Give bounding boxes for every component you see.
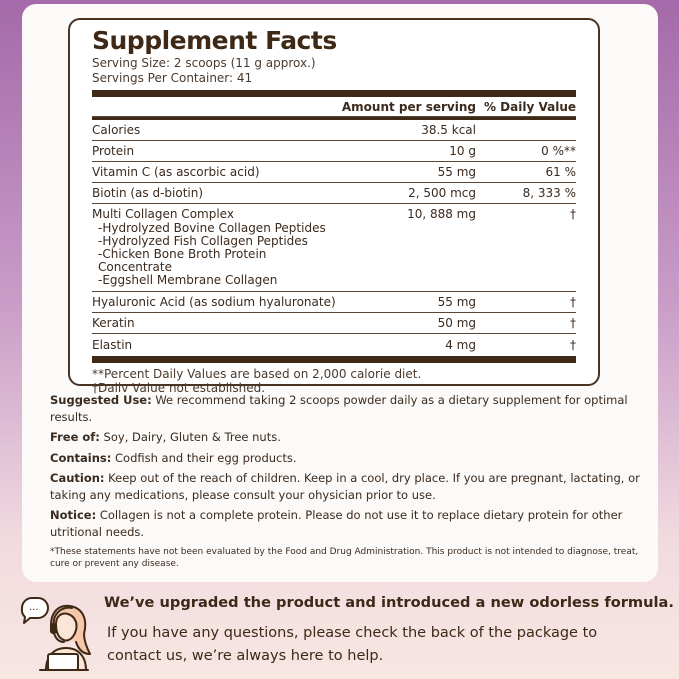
table-header (92, 97, 576, 117)
suggested-use-label: Suggested Use: (50, 393, 152, 407)
support-banner (0, 582, 679, 679)
supplement-facts-panel (68, 18, 600, 395)
blend-item: -Hydrolyzed Bovine Collagen Peptides (98, 221, 326, 235)
table-row (92, 141, 576, 162)
banner-text: If you have any questions, please check the back of the package to contact us, we’re always here to help. (107, 625, 598, 664)
row-amount: 55 mg (437, 295, 476, 309)
row-name: Hyaluronic Acid (as sodium hyaluronate) (92, 295, 336, 309)
row-dv: 8, 333 % (522, 186, 576, 200)
free-of-text: Soy, Dairy, Gluten & Tree nuts. (99, 430, 281, 444)
footnote-dagger: †Dailv Value not established. (92, 381, 266, 395)
row-amount: 38.5 kcal (421, 123, 476, 137)
table-row (92, 334, 576, 355)
table-row (92, 313, 576, 334)
row-name: Protein (92, 144, 135, 158)
fda-disclaimer: *These statements have not been evaluated by the Food and Drug Administration. This product is not intended to diagnose, treat, cure or prevent any disease. (50, 547, 639, 569)
blend-item: -Eggshell Membrane Collagen (98, 273, 278, 287)
row-dv: 0 %** (541, 144, 576, 158)
support-agent-icon (18, 592, 98, 674)
facts-title: Supplement Facts (92, 26, 337, 55)
row-name: Keratin (92, 316, 135, 330)
suggested-use-text: We recommend taking 2 scoops powder daily as a dietary supplement for optimal results. (50, 393, 628, 424)
row-name: Calories (92, 123, 141, 137)
caution-label: Caution: (50, 471, 105, 485)
caution-text: Keep out of the reach of children. Keep in a cool, dry place. If you are pregnant, lactating, or taking any medications, please consult your ohysician prior to use. (50, 471, 640, 502)
blend-amount: 10, 888 mg (407, 207, 476, 221)
free-of (50, 429, 640, 446)
row-dv: 61 % (545, 165, 576, 179)
contains-text: Codfish and their egg products. (111, 450, 297, 465)
notice (50, 507, 640, 540)
table-row (92, 183, 576, 204)
notice-label: Notice: (50, 508, 97, 522)
table-row (92, 162, 576, 183)
svg-text:...: ... (29, 602, 39, 613)
suggested-use (50, 392, 640, 425)
row-amount: 10 g (449, 144, 476, 158)
row-amount: 2, 500 mcg (408, 186, 476, 200)
label-notes (50, 392, 640, 570)
blend-item: -Chicken Bone Broth Protein Concentrate (98, 247, 267, 274)
thick-divider (92, 90, 576, 97)
col-amount-header: Amount per serving (341, 100, 476, 114)
row-dv: † (570, 316, 576, 330)
col-dv-header: % Daily Value (483, 100, 576, 114)
table-row (92, 120, 576, 141)
servings-per-container: Servings Per Container: 41 (92, 71, 253, 85)
free-of-label: Free of: (50, 430, 100, 444)
blend-dv: † (570, 207, 576, 221)
row-name: Biotin (as d-biotin) (92, 186, 204, 200)
contains-label: Contains: (50, 450, 112, 465)
notice-text: Collagen is not a complete protein. Please do not use it to replace dietary protein for other utritional needs. (50, 508, 623, 539)
row-amount: 50 mg (437, 316, 476, 330)
blend-name: Multi Collagen Complex (92, 207, 234, 221)
caution (50, 470, 640, 503)
row-name: Elastin (92, 337, 133, 352)
row-dv: † (570, 337, 576, 352)
row-amount: 55 mg (437, 165, 476, 179)
contains (50, 450, 640, 467)
serving-size: Serving Size: 2 scoops (11 g approx.) (92, 56, 316, 70)
footnote-dv: **Percent Daily Values are based on 2,000 calorie diet. (92, 367, 422, 381)
row-name: Vitamin C (as ascorbic acid) (92, 165, 260, 179)
row-amount: 4 mg (445, 337, 476, 352)
thick-divider (92, 356, 576, 363)
blend-row (92, 204, 576, 292)
banner-headline: We’ve upgraded the product and introduced a new odorless formula. (104, 594, 674, 611)
blend-item: -Hydrolyzed Fish Collagen Peptides (98, 234, 308, 248)
table-row (92, 292, 576, 313)
row-dv: † (570, 295, 576, 309)
